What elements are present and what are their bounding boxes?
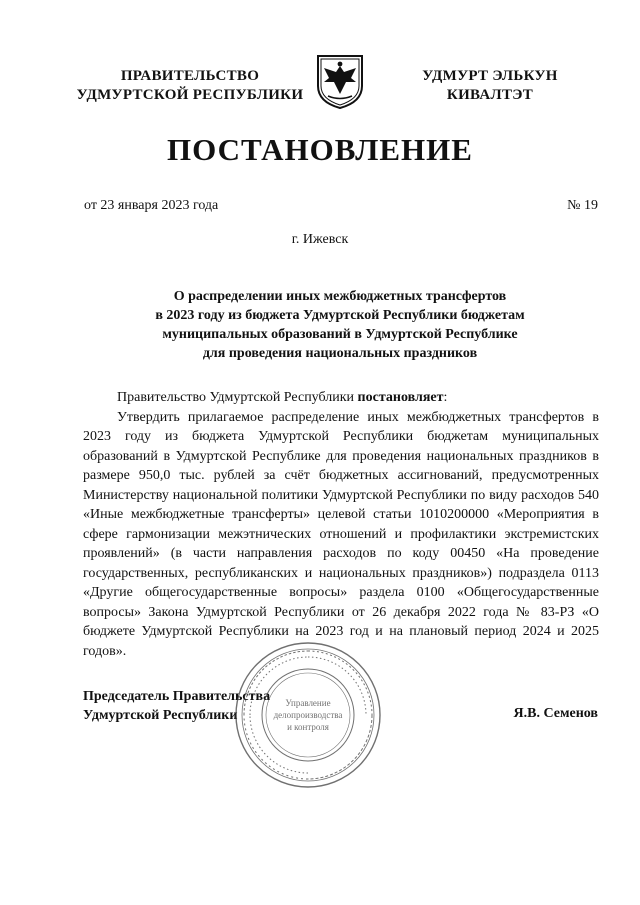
subject-line: для проведения национальных праздников bbox=[202, 346, 478, 361]
resolution-intro bbox=[83, 388, 599, 408]
subject-line: в 2023 году из бюджета Удмуртской Республики бюджетам bbox=[155, 308, 525, 323]
document-city: г. Ижевск bbox=[291, 232, 349, 247]
subject-line: муниципальных образований в Удмуртской Республике bbox=[162, 327, 518, 342]
issuer-line: УДМУРТСКОЙ РЕСПУБЛИКИ bbox=[76, 87, 304, 103]
issuer-line: ПРАВИТЕЛЬСТВО bbox=[120, 68, 260, 84]
document-subject bbox=[60, 287, 620, 363]
position-line: Удмуртской Республики bbox=[83, 708, 238, 723]
intro-colon: : bbox=[443, 390, 448, 405]
issuer-line: КИВАЛТЭТ bbox=[446, 87, 534, 103]
document-number: № 19 bbox=[567, 198, 598, 213]
intro-keyword: постановляет bbox=[357, 390, 444, 405]
position-line: Председатель Правительства bbox=[83, 689, 271, 704]
official-stamp bbox=[233, 640, 383, 790]
resolution-paragraph: Утвердить прилагаемое распределение иных межбюджетных трансфертов в 2023 году из бюджета Удмуртской Республики бюджетам муниципальных образований в Удмуртской Республике для проведения национальных праздников в размере 950,0 тыс. рублей за счёт бюджетных ассигнований, предусмотренных Министерству национальной политики Удмуртской Республики по виду расходов 540 «Иные межбюджетные трансферты» целевой статьи 1010200000 «Мероприятия в сфере гармонизации межэтнических отношений и профилактики экстремистских проявлений» (в части направления расходов по коду 00450 «На проведение государственных, республиканских и национальных праздников») подраздела 0113 «Другие общегосударственные вопросы» раздела 0100 «Общегосударственные вопросы» Закона Удмуртской Республики от 26 декабря 2022 года № 83-РЗ «О бюджете Удмуртской Республики на 2023 год и на плановый период 2024 и 2025 годов». bbox=[83, 409, 599, 659]
stamp-line: и контроля bbox=[287, 722, 329, 732]
intro-text: Правительство Удмуртской Республики bbox=[117, 390, 358, 405]
document-body bbox=[83, 388, 599, 661]
issuer-line: УДМУРТ ЭЛЬКУН bbox=[422, 68, 558, 84]
stamp-line: делопроизводства bbox=[273, 710, 343, 720]
issuer-name-udmurt bbox=[395, 67, 585, 105]
signatory-name: Я.В. Семенов bbox=[513, 706, 598, 721]
stamp-line: Управление bbox=[285, 698, 331, 708]
subject-line: О распределении иных межбюджетных трансфертов bbox=[173, 289, 507, 304]
issuer-name-russian bbox=[70, 67, 310, 105]
document-title: ПОСТАНОВЛЕНИЕ bbox=[167, 132, 473, 167]
document-date: от 23 января 2023 года bbox=[84, 198, 219, 213]
udmurtia-coat-of-arms-icon bbox=[312, 52, 368, 110]
